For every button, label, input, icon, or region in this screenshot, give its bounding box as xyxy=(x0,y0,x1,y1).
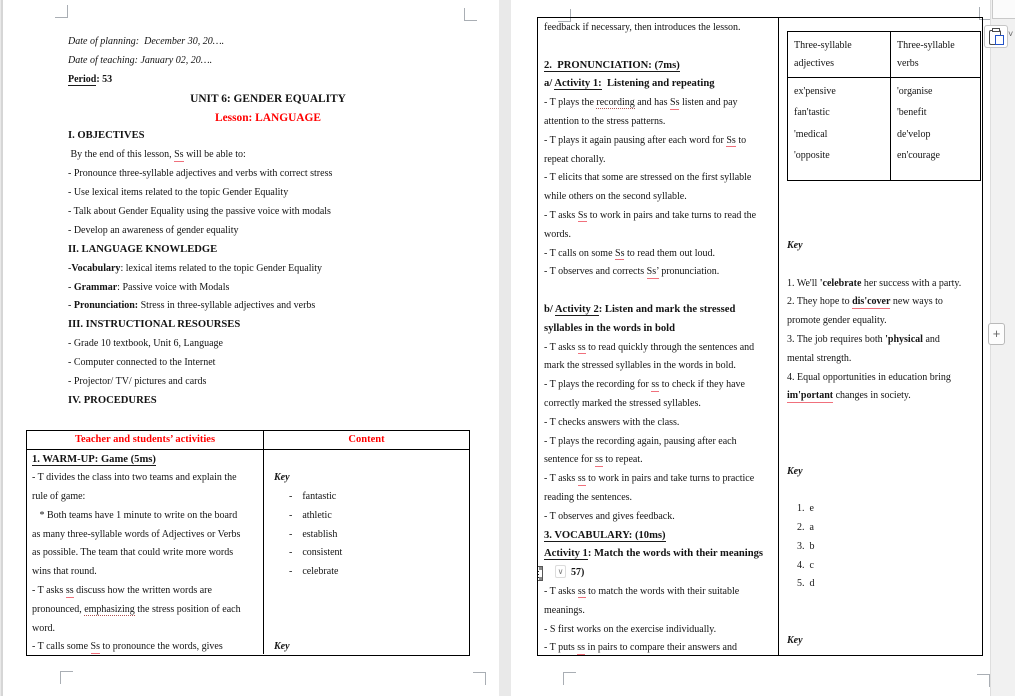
text-run: - Pronounce three-syllable adjectives and verbs with correct stress xyxy=(68,168,333,180)
text-line xyxy=(544,564,776,583)
text-run: Grammar xyxy=(73,281,118,293)
text-run: 3. The job requires both xyxy=(787,334,886,345)
text-line xyxy=(32,507,261,526)
procedures-table-page2 xyxy=(537,17,983,656)
text-run: ss xyxy=(577,642,586,654)
header-adjectives xyxy=(788,32,890,77)
text-run: - T calls some xyxy=(32,641,91,653)
text-line xyxy=(544,207,776,226)
text-line xyxy=(32,451,261,470)
column-header-content: Content xyxy=(263,431,469,449)
text-line xyxy=(68,71,468,90)
word-item: de'velop xyxy=(897,128,931,140)
text-line xyxy=(68,33,468,52)
word-item: 'benefit xyxy=(897,107,927,119)
text-run: the stress position of each xyxy=(134,603,241,615)
text-line xyxy=(274,582,467,601)
text-run: 3. b xyxy=(797,540,815,552)
text-run: mark the stressed syllables in the words in bold. xyxy=(544,360,736,372)
right-gutter xyxy=(990,0,1015,696)
text-run: - Develop an awareness of gender equality xyxy=(68,224,239,236)
text-run: Ss xyxy=(90,641,100,653)
text-run: while others on the second syllable. xyxy=(544,191,687,203)
table-body-row xyxy=(27,450,469,655)
text-line xyxy=(32,544,261,563)
text-run: - xyxy=(68,300,74,312)
text-run: IV. PROCEDURES xyxy=(68,394,157,406)
content-cell xyxy=(778,18,982,655)
text-run: - xyxy=(68,262,72,274)
text-line xyxy=(274,526,467,545)
text-run: to xyxy=(735,134,747,146)
text-line xyxy=(787,406,982,425)
text-line xyxy=(787,575,982,594)
text-run: Listening and repeating xyxy=(601,78,715,90)
text-line xyxy=(544,470,776,489)
text-run: - T plays the xyxy=(544,97,597,109)
text-line xyxy=(544,357,776,376)
text-run: to repeat. xyxy=(602,454,643,466)
text-run: - T asks xyxy=(544,585,578,597)
text-run: a/ xyxy=(544,78,555,90)
text-line xyxy=(68,335,468,354)
text-line xyxy=(787,387,982,406)
text-run: UNIT 6: GENDER EQUALITY xyxy=(190,92,346,105)
text-line xyxy=(787,350,982,369)
text-line xyxy=(787,199,982,218)
text-line xyxy=(544,451,776,470)
text-run: : Listen and mark the stressed xyxy=(598,303,736,315)
anchor-chevron-icon[interactable]: ∨ xyxy=(555,565,566,578)
text-run: pronounced, xyxy=(32,603,85,615)
text-run: ss xyxy=(595,454,603,466)
text-run: changes in society. xyxy=(833,390,911,402)
text-run: ss xyxy=(577,585,586,597)
text-line xyxy=(787,293,982,312)
text-line xyxy=(787,256,982,275)
margin-cropmark xyxy=(60,671,73,684)
text-line xyxy=(787,181,982,200)
text-run: wins that round. xyxy=(32,566,97,578)
text-line xyxy=(787,369,982,388)
text-run: as many three-syllable words of Adjectives or Verbs xyxy=(32,528,241,540)
text-run: - fantastic xyxy=(289,491,337,503)
text-run: : Match the words with their meanings xyxy=(587,548,764,560)
paste-page-icon xyxy=(995,35,1004,45)
column-header-activities: Teacher and students’ activities xyxy=(74,434,216,445)
text-run: Ss xyxy=(174,149,184,161)
text-run: - T asks xyxy=(544,473,578,485)
paste-options-button[interactable] xyxy=(984,25,1008,48)
text-run: - T checks answers with the class. xyxy=(544,416,680,428)
text-run: - establish xyxy=(289,528,338,540)
text-line xyxy=(544,395,776,414)
text-run: 'physical xyxy=(885,334,923,345)
text-line xyxy=(544,376,776,395)
text-line xyxy=(544,301,776,320)
text-run: Activity 1 xyxy=(544,548,588,560)
text-run: attention to the stress patterns. xyxy=(544,115,666,127)
text-run: - T plays it again pausing after each word for xyxy=(544,134,727,146)
text-run: - T observes and corrects xyxy=(544,266,647,278)
text-line xyxy=(68,354,468,373)
word-item: en'courage xyxy=(897,150,940,162)
text-line xyxy=(68,146,468,165)
text-run: - Talk about Gender Equality using the passive voice with modals xyxy=(68,206,331,218)
text-line xyxy=(544,621,776,640)
text-run: ss xyxy=(65,585,74,597)
text-run: : 53 xyxy=(96,73,113,85)
text-run: 1. WARM-UP: Game (5ms) xyxy=(32,453,156,465)
object-anchor-icon[interactable] xyxy=(538,566,543,581)
text-line xyxy=(68,316,468,335)
text-line xyxy=(544,75,776,94)
margin-cropmark xyxy=(464,8,477,21)
text-run: 2. PRONUNCIATION: (7ms) xyxy=(544,59,680,71)
text-run: dis'cover xyxy=(852,296,891,308)
front-matter xyxy=(68,33,468,411)
text-line xyxy=(544,263,776,282)
text-line xyxy=(544,433,776,452)
text-line xyxy=(544,639,776,655)
text-run: and xyxy=(922,334,940,345)
text-run: : lexical items related to the topic Gender Equality xyxy=(120,262,323,274)
text-line xyxy=(68,260,468,279)
text-line xyxy=(787,481,982,500)
text-line xyxy=(274,620,467,639)
syllable-table-header xyxy=(788,32,980,78)
word-item: 'medical xyxy=(794,128,828,140)
text-run: discuss how the written words are xyxy=(73,585,212,597)
text-run: Vocabulary xyxy=(71,262,121,274)
text-line xyxy=(544,602,776,621)
text-run: - Grade 10 textbook, Unit 6, Language xyxy=(68,338,223,350)
text-run: Lesson: LANGUAGE xyxy=(214,111,321,124)
text-run: II. LANGUAGE KNOWLEDGE xyxy=(68,243,218,255)
text-line xyxy=(544,132,776,151)
margin-cropmark xyxy=(55,5,68,18)
text-run: to pronounce the words, gives xyxy=(99,641,223,653)
text-line xyxy=(544,113,776,132)
text-run: - T asks xyxy=(32,585,66,597)
text-line xyxy=(68,109,468,128)
scrollbar-corner xyxy=(992,0,1015,19)
text-line xyxy=(544,414,776,433)
text-line xyxy=(32,601,261,620)
text-line xyxy=(544,151,776,170)
text-run: III. INSTRUCTIONAL RESOURSES xyxy=(68,319,241,331)
text-line xyxy=(274,469,467,488)
text-line xyxy=(274,638,467,654)
text-run: Ss xyxy=(726,134,736,146)
syllable-table-body xyxy=(788,78,980,180)
text-run: - athletic xyxy=(289,509,332,521)
text-run: emphasizing xyxy=(84,603,135,615)
text-line xyxy=(787,463,982,482)
text-line xyxy=(544,19,776,38)
text-run: Ss xyxy=(577,209,588,221)
table-body-row xyxy=(538,18,982,655)
text-run: - T asks xyxy=(544,209,578,221)
text-line xyxy=(544,527,776,546)
text-line xyxy=(68,165,468,184)
text-line xyxy=(544,320,776,339)
text-run: meanings. xyxy=(544,604,585,616)
text-run: new ways to xyxy=(890,296,943,308)
text-run: Stress in three-syllable adjectives and verbs xyxy=(138,300,316,312)
text-line xyxy=(274,544,467,563)
page-left xyxy=(3,0,499,696)
text-line xyxy=(32,488,261,507)
text-run: - Use lexical items related to the topic Gender Equality xyxy=(68,187,289,199)
text-line xyxy=(544,545,776,564)
text-run: 3. VOCABULARY: (10ms) xyxy=(544,529,666,541)
text-run: to read quickly through the sentences and xyxy=(585,341,755,353)
text-run: 4. Equal opportunities in education bring xyxy=(787,371,951,383)
text-run: feedback if necessary, then introduces the lesson. xyxy=(544,22,741,33)
text-run: - T puts xyxy=(544,642,578,654)
text-run: to check if they have xyxy=(659,379,745,391)
text-run: to read them out loud. xyxy=(624,247,716,259)
text-run: ss xyxy=(577,341,586,353)
text-line xyxy=(544,57,776,76)
header-line: Three-syllable xyxy=(897,40,955,51)
text-line xyxy=(544,245,776,264)
text-run: 4. c xyxy=(797,559,814,571)
text-line xyxy=(544,169,776,188)
page-right xyxy=(511,0,990,696)
text-line xyxy=(544,508,776,527)
text-run: - T asks xyxy=(544,341,578,353)
text-line xyxy=(544,489,776,508)
syllable-table xyxy=(787,31,981,181)
text-run: - Projector/ TV/ pictures and cards xyxy=(68,376,207,388)
text-line xyxy=(787,500,982,519)
text-run: repeat chorally. xyxy=(544,153,606,165)
text-line xyxy=(544,226,776,245)
paste-options-chevron-icon[interactable]: ˅ xyxy=(1008,29,1014,39)
word-item: 'organise xyxy=(897,86,933,97)
text-run: Pronunciation: xyxy=(73,300,139,312)
verbs-cell xyxy=(890,78,980,180)
clipboard-clip-icon xyxy=(992,28,1000,32)
text-run: I. OBJECTIVES xyxy=(68,130,145,142)
text-run: listen and pay xyxy=(679,97,738,109)
text-run: words. xyxy=(544,228,571,240)
text-line xyxy=(787,632,982,651)
text-run: Date of teaching: January 02, 20…. xyxy=(68,54,213,66)
text-run: : Passive voice with Modals xyxy=(117,281,230,293)
text-run: - T plays the recording for xyxy=(544,379,652,391)
text-run: - Computer connected to the Internet xyxy=(68,357,216,369)
text-run: - celebrate xyxy=(289,566,339,578)
text-run: mental strength. xyxy=(787,352,852,364)
text-line xyxy=(787,594,982,613)
text-line xyxy=(32,469,261,488)
text-line xyxy=(787,237,982,256)
text-line xyxy=(68,279,468,298)
procedures-table-page1 xyxy=(26,430,470,656)
text-run: 2. They hope to xyxy=(787,296,853,308)
text-run: promote gender equality. xyxy=(787,315,887,327)
text-run: as possible. The team that could write more words xyxy=(32,547,234,559)
text-line xyxy=(544,282,776,301)
text-run: will be able to: xyxy=(183,149,246,161)
text-run: Ss xyxy=(670,97,680,109)
text-line xyxy=(787,312,982,331)
text-run: - consistent xyxy=(289,547,343,559)
text-line xyxy=(32,582,261,601)
adjectives-cell xyxy=(788,78,890,180)
text-line xyxy=(274,507,467,526)
text-line xyxy=(32,638,261,654)
margin-cropmark xyxy=(473,672,486,685)
text-line xyxy=(68,222,468,241)
word-item: ex'pensive xyxy=(794,86,836,97)
text-line xyxy=(787,331,982,350)
text-run: Key xyxy=(274,641,290,653)
text-run: and has xyxy=(634,97,671,109)
text-run: word. xyxy=(32,622,56,634)
text-run: ss xyxy=(577,473,586,485)
text-run: - T plays the recording again, pausing after each xyxy=(544,435,737,447)
text-run: 2. a xyxy=(797,521,814,533)
text-run: - S first works on the exercise individually. xyxy=(544,623,717,635)
text-line xyxy=(787,519,982,538)
text-run: 57) xyxy=(571,567,585,579)
text-run: * Both teams have 1 minute to write on the board xyxy=(32,509,238,521)
text-line xyxy=(68,184,468,203)
text-run: Key xyxy=(787,634,803,646)
header-line: adjectives xyxy=(794,57,834,69)
text-line xyxy=(544,188,776,207)
text-line xyxy=(68,392,468,411)
text-line xyxy=(787,538,982,557)
header-line: verbs xyxy=(897,57,919,69)
text-line xyxy=(274,601,467,620)
text-run: - T elicits that some are stressed on the first syllable xyxy=(544,172,752,184)
text-run: - xyxy=(68,281,74,293)
text-line xyxy=(68,241,468,260)
header-verbs xyxy=(890,32,980,77)
activities-cell xyxy=(27,450,263,655)
text-line xyxy=(274,563,467,582)
text-line xyxy=(32,526,261,545)
text-line xyxy=(787,557,982,576)
text-line xyxy=(68,373,468,392)
word-item: fan'tastic xyxy=(794,107,830,119)
content-key-block xyxy=(779,181,982,651)
text-run: to work in pairs and take turns to read the xyxy=(587,209,757,221)
text-run: reading the sentences. xyxy=(544,491,633,503)
text-line xyxy=(32,563,261,582)
text-line xyxy=(787,444,982,463)
text-line xyxy=(544,583,776,602)
text-run: - T divides the class into two teams and explain the xyxy=(32,472,237,484)
text-line xyxy=(32,620,261,639)
text-run: By the end of this lesson, xyxy=(68,149,175,161)
text-run: im'portant xyxy=(787,390,834,402)
margin-cropmark xyxy=(977,674,990,687)
text-line xyxy=(544,38,776,57)
text-run: to match the words with their suitable xyxy=(585,585,740,597)
text-run: 1. e xyxy=(797,503,814,515)
text-run: ss xyxy=(651,379,660,391)
text-run: Key xyxy=(787,240,803,252)
text-run: Period xyxy=(68,73,97,85)
text-run: Activity 2 xyxy=(554,303,599,315)
text-line xyxy=(787,275,982,294)
text-run: - T observes and gives feedback. xyxy=(544,510,675,522)
word-item: 'opposite xyxy=(794,150,830,162)
text-line xyxy=(274,488,467,507)
header-line: Three-syllable xyxy=(794,40,852,51)
text-line xyxy=(544,339,776,358)
text-line xyxy=(544,94,776,113)
text-line xyxy=(274,451,467,470)
text-run: Ss xyxy=(615,247,625,259)
activities-cell xyxy=(538,18,778,655)
text-line xyxy=(68,127,468,146)
text-run: b/ xyxy=(544,303,555,315)
text-run: Key xyxy=(787,465,803,477)
text-run: - T calls on some xyxy=(544,247,616,259)
text-run: 5. d xyxy=(797,578,815,590)
text-run: Ss’ xyxy=(646,266,659,278)
text-line xyxy=(787,613,982,632)
text-run: Date of planning: December 30, 20…. xyxy=(68,36,225,47)
text-run: pronunciation. xyxy=(658,266,720,278)
text-run: to work in pairs and take turns to practice xyxy=(585,473,755,485)
text-run: in pairs to compare their answers and xyxy=(585,642,737,654)
text-line xyxy=(68,52,468,71)
text-run: rule of game: xyxy=(32,491,86,503)
text-run: correctly marked the stressed syllables. xyxy=(544,397,701,409)
add-button[interactable]: + xyxy=(988,323,1005,345)
table-header-row xyxy=(27,431,469,450)
content-cell xyxy=(263,450,469,655)
text-line xyxy=(787,425,982,444)
text-line xyxy=(68,297,468,316)
text-run: sentence for xyxy=(544,454,596,466)
text-run: Activity 1: xyxy=(554,78,602,90)
text-run: her success with a party. xyxy=(861,277,962,289)
text-run: Key xyxy=(274,472,290,484)
text-line xyxy=(68,203,468,222)
text-run: 'celebrate xyxy=(819,277,862,289)
margin-cropmark xyxy=(563,672,576,685)
text-line xyxy=(68,90,468,109)
text-line xyxy=(787,218,982,237)
text-run: 1. We'll xyxy=(787,277,820,289)
text-run: recording xyxy=(596,97,635,109)
text-run: syllables in the words in bold xyxy=(544,322,675,334)
